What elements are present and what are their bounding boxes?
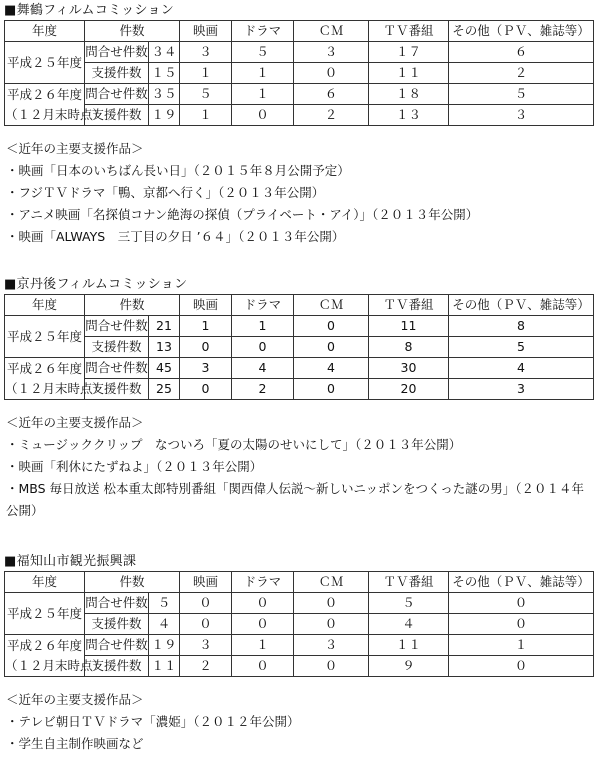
year-cell: 平成２６年度 （１２月末時点） xyxy=(5,84,85,126)
kind-cell: 問合せ件数 xyxy=(85,635,149,655)
count-cell: １９ xyxy=(151,637,177,652)
drama-cell: ０ xyxy=(232,105,294,126)
works-heading: ＜近年の主要支援作品＞ xyxy=(6,415,144,430)
table-row xyxy=(5,358,594,379)
header-count: 件数 xyxy=(85,572,180,593)
tv-cell: １７ xyxy=(369,42,449,63)
movie-cell: 0 xyxy=(180,379,232,400)
movie-cell: 1 xyxy=(180,316,232,337)
other-cell: １ xyxy=(449,635,594,656)
table-header-row xyxy=(5,21,594,42)
drama-cell: 0 xyxy=(232,337,294,358)
works-list xyxy=(6,138,594,248)
drama-cell: ０ xyxy=(232,656,294,677)
table-row xyxy=(5,656,594,677)
section-title: ■福知山市観光振興課 xyxy=(4,554,137,569)
count-cell: 45 xyxy=(156,360,172,375)
count-cell: １１ xyxy=(151,658,177,673)
header-cm: ＣＭ xyxy=(294,295,369,316)
table-header-row xyxy=(5,295,594,316)
works-list xyxy=(6,689,594,755)
other-cell: 8 xyxy=(449,316,594,337)
table-row xyxy=(5,593,594,614)
cm-cell: ０ xyxy=(294,656,369,677)
year-cell: 平成２５年度 xyxy=(5,42,85,84)
movie-cell: 3 xyxy=(180,358,232,379)
drama-cell: 2 xyxy=(232,379,294,400)
tv-cell: １１ xyxy=(369,635,449,656)
count-cell: ３４ xyxy=(151,44,177,59)
drama-cell: ５ xyxy=(232,42,294,63)
header-drama: ドラマ xyxy=(232,295,294,316)
section-maizuru xyxy=(0,2,598,248)
other-cell: ６ xyxy=(449,42,594,63)
count-cell: 13 xyxy=(156,339,172,354)
header-cm: ＣＭ xyxy=(294,572,369,593)
other-cell: ５ xyxy=(449,84,594,105)
drama-cell: １ xyxy=(232,635,294,656)
tv-cell: ９ xyxy=(369,656,449,677)
stats-table xyxy=(4,294,594,400)
other-cell: 3 xyxy=(449,379,594,400)
kind-cell: 問合せ件数 xyxy=(85,84,149,104)
tv-cell: ４ xyxy=(369,614,449,635)
tv-cell: １３ xyxy=(369,105,449,126)
count-cell: １９ xyxy=(151,107,177,122)
list-item: ・映画「日本のいちばん長い日」（２０１５年８月公開予定） xyxy=(6,163,350,178)
list-item: ・MBS 毎日放送 松本重太郎特別番組「関西偉人伝説～新しいニッポンをつくった謎の男」（２０１４年公開） xyxy=(6,481,585,518)
table-row xyxy=(5,105,594,126)
movie-cell: １ xyxy=(180,105,232,126)
other-cell: ０ xyxy=(449,656,594,677)
cm-cell: 4 xyxy=(294,358,369,379)
kind-cell: 支援件数 xyxy=(85,63,149,83)
header-year: 年度 xyxy=(5,572,85,593)
header-movie: 映画 xyxy=(180,21,232,42)
list-item: ・映画「ALWAYS 三丁目の夕日 ’６４」（２０１３年公開） xyxy=(6,229,345,244)
table-row xyxy=(5,379,594,400)
stats-table xyxy=(4,20,594,126)
section-fukuchiyama xyxy=(0,553,598,755)
drama-cell: ０ xyxy=(232,593,294,614)
tv-cell: 11 xyxy=(369,316,449,337)
list-item: ・学生自主制作映画など xyxy=(6,736,144,751)
movie-cell: ３ xyxy=(180,635,232,656)
cm-cell: ２ xyxy=(294,105,369,126)
cm-cell: ３ xyxy=(294,635,369,656)
header-year: 年度 xyxy=(5,21,85,42)
kind-cell: 問合せ件数 xyxy=(85,42,149,62)
stats-table xyxy=(4,571,594,677)
other-cell: ０ xyxy=(449,614,594,635)
list-item: ・アニメ映画「名探偵コナン絶海の探偵（プライベート・アイ）」（２０１３年公開） xyxy=(6,207,479,222)
cm-cell: 0 xyxy=(294,337,369,358)
header-count: 件数 xyxy=(85,21,180,42)
kind-cell: 問合せ件数 xyxy=(85,358,149,378)
header-movie: 映画 xyxy=(180,295,232,316)
movie-cell: ３ xyxy=(180,42,232,63)
table-row xyxy=(5,316,594,337)
header-tv: ＴＶ番組 xyxy=(369,572,449,593)
table-row xyxy=(5,614,594,635)
other-cell: 5 xyxy=(449,337,594,358)
list-item: ・フジＴＶドラマ「鴨、京都へ行く」（２０１３年公開） xyxy=(6,185,325,200)
drama-cell: 1 xyxy=(232,316,294,337)
drama-cell: １ xyxy=(232,84,294,105)
movie-cell: １ xyxy=(180,63,232,84)
drama-cell: １ xyxy=(232,63,294,84)
kind-cell: 支援件数 xyxy=(85,614,149,634)
list-item: ・映画「利休にたずねよ」（２０１３年公開） xyxy=(6,459,263,474)
kind-cell: 支援件数 xyxy=(85,379,149,399)
tv-cell: １１ xyxy=(369,63,449,84)
header-other: その他（ＰＶ、雑誌等） xyxy=(449,21,594,42)
other-cell: ２ xyxy=(449,63,594,84)
drama-cell: ０ xyxy=(232,614,294,635)
kind-cell: 問合せ件数 xyxy=(85,593,149,613)
count-cell: ５ xyxy=(157,595,171,610)
kind-cell: 支援件数 xyxy=(85,656,149,676)
header-movie: 映画 xyxy=(180,572,232,593)
works-list xyxy=(6,412,594,522)
table-row xyxy=(5,635,594,656)
table-row xyxy=(5,63,594,84)
cm-cell: ３ xyxy=(294,42,369,63)
kind-cell: 支援件数 xyxy=(85,105,149,125)
cm-cell: 0 xyxy=(294,379,369,400)
header-other: その他（ＰＶ、雑誌等） xyxy=(449,295,594,316)
movie-cell: ０ xyxy=(180,593,232,614)
works-heading: ＜近年の主要支援作品＞ xyxy=(6,141,144,156)
tv-cell: ５ xyxy=(369,593,449,614)
count-cell: １５ xyxy=(151,65,177,80)
header-drama: ドラマ xyxy=(232,572,294,593)
kind-cell: 問合せ件数 xyxy=(85,316,149,336)
table-header-row xyxy=(5,572,594,593)
cm-cell: ０ xyxy=(294,614,369,635)
year-cell: 平成２６年度 （１２月末時点） xyxy=(5,635,85,677)
table-row xyxy=(5,42,594,63)
tv-cell: １８ xyxy=(369,84,449,105)
header-drama: ドラマ xyxy=(232,21,294,42)
header-year: 年度 xyxy=(5,295,85,316)
list-item: ・ミュージッククリップ なついろ「夏の太陽のせいにして」（２０１３年公開） xyxy=(6,437,462,452)
header-cm: ＣＭ xyxy=(294,21,369,42)
other-cell: ０ xyxy=(449,593,594,614)
table-row xyxy=(5,84,594,105)
tv-cell: 20 xyxy=(369,379,449,400)
section-title: ■舞鶴フィルムコミッション xyxy=(4,3,175,18)
movie-cell: ５ xyxy=(180,84,232,105)
header-tv: ＴＶ番組 xyxy=(369,295,449,316)
list-item: ・テレビ朝日ＴＶドラマ「濃姫」（２０１２年公開） xyxy=(6,714,300,729)
movie-cell: ２ xyxy=(180,656,232,677)
year-cell: 平成２６年度 （１２月末時点） xyxy=(5,358,85,400)
drama-cell: 4 xyxy=(232,358,294,379)
count-cell: 25 xyxy=(156,381,172,396)
other-cell: 4 xyxy=(449,358,594,379)
tv-cell: 8 xyxy=(369,337,449,358)
section-kyotango xyxy=(0,276,598,522)
header-count: 件数 xyxy=(85,295,180,316)
count-cell: ３５ xyxy=(151,86,177,101)
kind-cell: 支援件数 xyxy=(85,337,149,357)
year-cell: 平成２５年度 xyxy=(5,593,85,635)
count-cell: 21 xyxy=(156,318,172,333)
year-cell: 平成２５年度 xyxy=(5,316,85,358)
section-title: ■京丹後フィルムコミッション xyxy=(4,277,188,292)
cm-cell: ６ xyxy=(294,84,369,105)
count-cell: ４ xyxy=(157,616,171,631)
header-tv: ＴＶ番組 xyxy=(369,21,449,42)
cm-cell: ０ xyxy=(294,63,369,84)
cm-cell: ０ xyxy=(294,593,369,614)
tv-cell: 30 xyxy=(369,358,449,379)
movie-cell: ０ xyxy=(180,614,232,635)
movie-cell: 0 xyxy=(180,337,232,358)
header-other: その他（ＰＶ、雑誌等） xyxy=(449,572,594,593)
cm-cell: 0 xyxy=(294,316,369,337)
other-cell: ３ xyxy=(449,105,594,126)
table-row xyxy=(5,337,594,358)
works-heading: ＜近年の主要支援作品＞ xyxy=(6,692,144,707)
